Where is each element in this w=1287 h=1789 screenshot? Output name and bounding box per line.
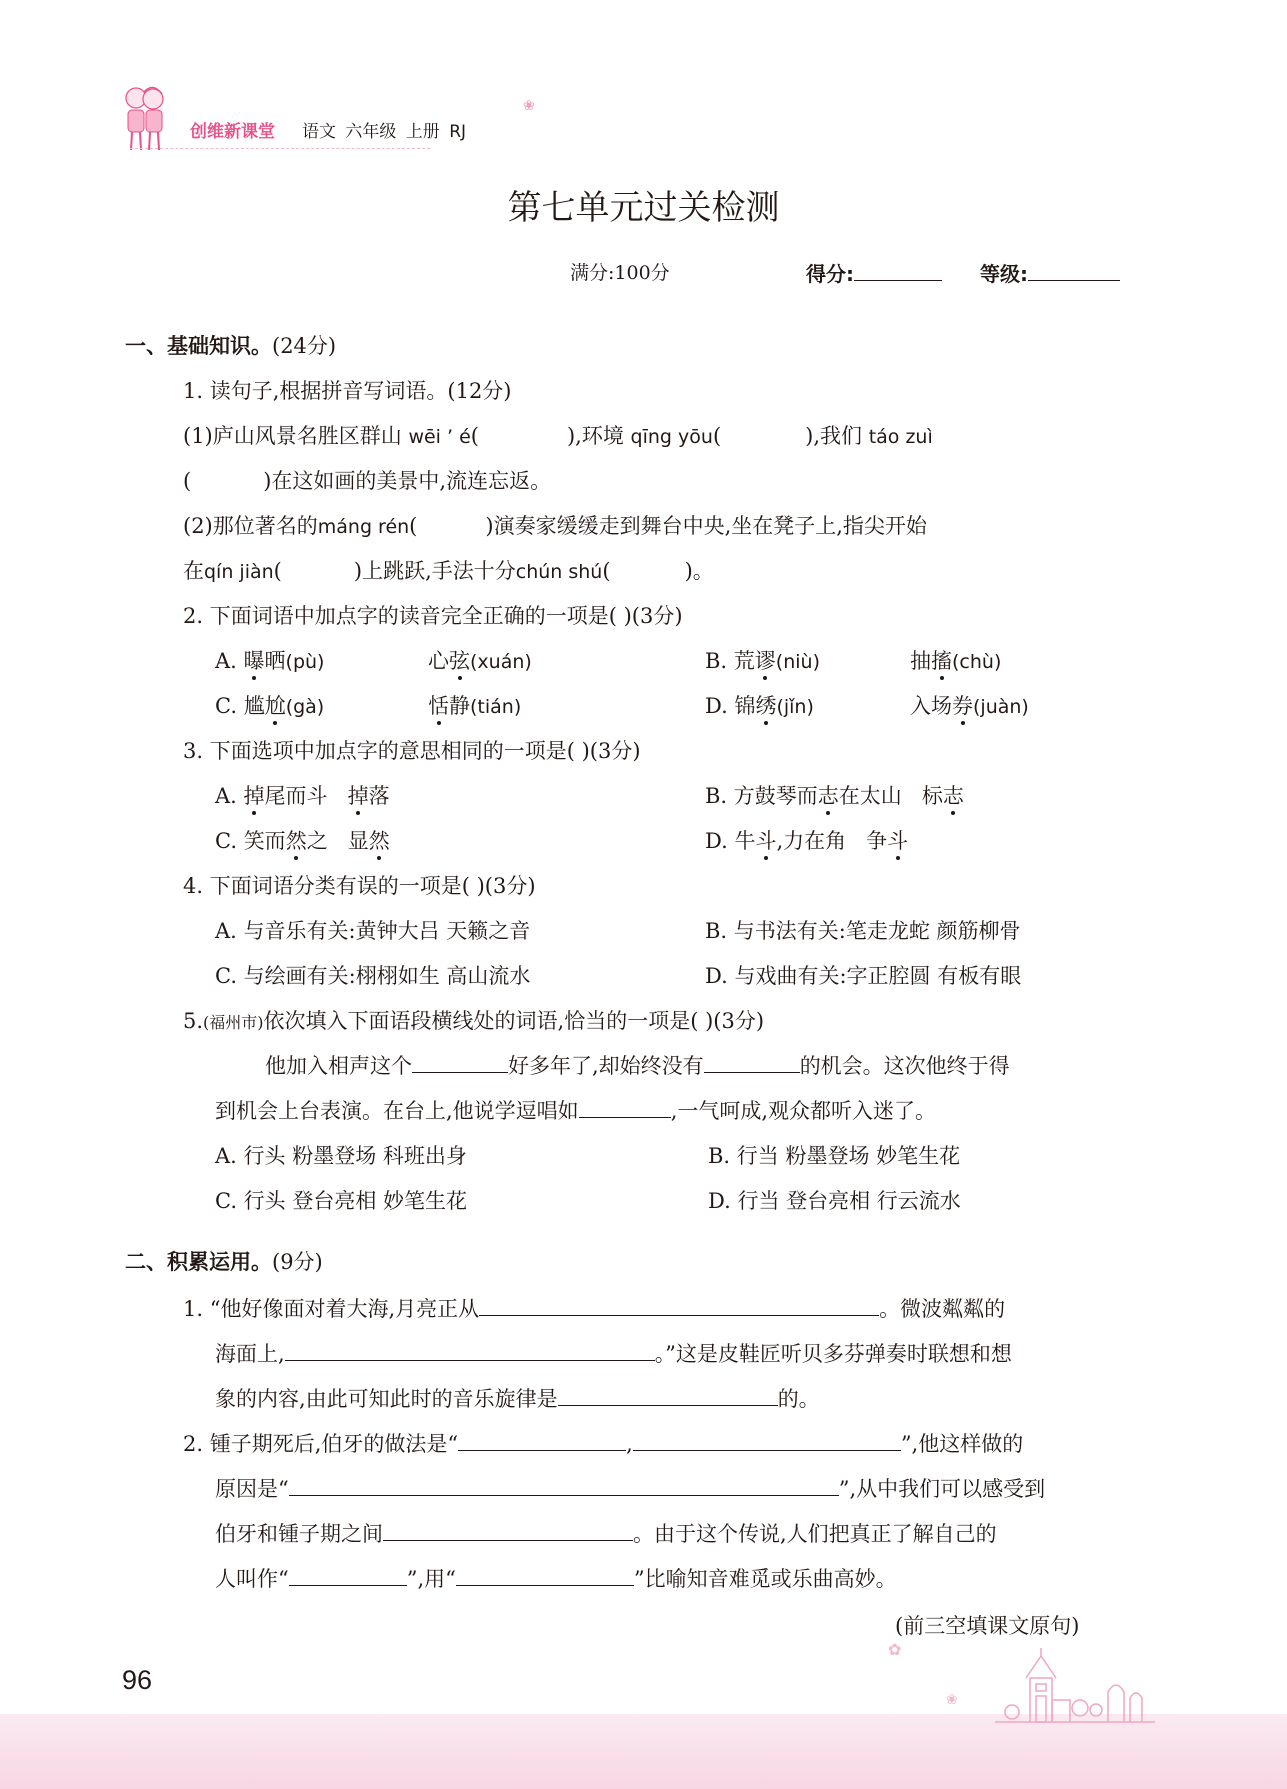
text: 到机会上台表演。在台上,他说学逗唱如	[215, 1099, 579, 1123]
dotted-char: 谬	[754, 649, 776, 673]
text: 的。	[777, 1387, 820, 1411]
question-stem	[183, 1005, 764, 1035]
option-a[interactable]: A. 与音乐有关:黄钟大吕 天籁之音	[215, 919, 531, 943]
pinyin: chún shú	[515, 561, 603, 583]
text: 原因是“	[215, 1477, 289, 1501]
text: 在太山	[838, 784, 902, 808]
text: 象的内容,由此可知此时的音乐旋律是	[215, 1387, 558, 1411]
text: 1. “他好像面对着大海,月亮正从	[183, 1297, 480, 1321]
section-heading	[125, 330, 336, 360]
text: ),环境	[566, 424, 624, 448]
text: 人叫作“	[215, 1567, 289, 1591]
question-line	[183, 420, 933, 450]
dotted-char: 志	[817, 784, 839, 808]
text: 伯牙和锺子期之间	[215, 1522, 383, 1546]
note: (前三空填课文原句)	[895, 1614, 1080, 1638]
text: 他加入相声这个	[265, 1054, 412, 1078]
question-line	[215, 1563, 897, 1593]
pinyin: (niù)	[775, 651, 820, 673]
page-number: 96	[122, 1665, 153, 1695]
section-points: (24分)	[272, 334, 337, 358]
option-label: A.	[215, 649, 237, 673]
text: 锦	[734, 694, 756, 718]
dotted-char: 然	[368, 829, 390, 853]
paren-open: (	[470, 424, 479, 448]
option-a[interactable]: A. 行头 粉墨登场 科班出身	[215, 1144, 467, 1168]
option-label: D.	[705, 829, 728, 853]
dotted-char: 然	[285, 829, 307, 853]
page-title: 第七单元过关检测	[507, 188, 780, 228]
paren-open: (	[183, 469, 192, 493]
dotted-char: 绣	[755, 694, 777, 718]
text: ”,他这样做的	[900, 1432, 1024, 1456]
section-points: (9分)	[272, 1250, 323, 1274]
option-label: A.	[215, 784, 237, 808]
dotted-char: 尬	[264, 694, 286, 718]
text: 2. 锺子期死后,伯牙的做法是“	[183, 1432, 459, 1456]
pinyin: (juàn)	[973, 696, 1029, 718]
full-score: 满分:100分	[570, 262, 670, 284]
passage-line	[215, 1095, 936, 1125]
question-line	[183, 465, 551, 495]
option-label: C.	[215, 694, 237, 718]
text: 心	[428, 649, 449, 673]
option-a[interactable]	[215, 780, 390, 810]
footer-band	[0, 1714, 1287, 1789]
option-c[interactable]	[215, 825, 390, 855]
option-d[interactable]	[705, 825, 908, 855]
text: (2)那位著名的	[183, 514, 318, 538]
question-line	[183, 510, 927, 540]
answer-blank[interactable]	[289, 1474, 839, 1496]
answer-blank[interactable]	[383, 1519, 633, 1541]
text: 之	[306, 829, 328, 853]
answer-blank[interactable]	[633, 1429, 901, 1451]
question-stem: 1. 读句子,根据拼音写词语。(12分)	[183, 379, 512, 403]
dotted-char: 斗	[755, 829, 777, 853]
question-line	[215, 1473, 1045, 1503]
text: ”,从中我们可以感受到	[838, 1477, 1046, 1501]
answer-blank[interactable]	[285, 1339, 655, 1361]
dotted-char: 曝	[243, 649, 265, 673]
section-heading	[125, 1246, 323, 1276]
text: )演奏家缓缓走到舞台中央,坐在凳子上,指尖开始	[485, 514, 927, 538]
grade-label: 等级:	[980, 262, 1028, 286]
text: 落	[368, 784, 390, 808]
castle-decoration-icon	[990, 1648, 1160, 1723]
option-a-word2	[428, 645, 532, 675]
text: 。由于这个传说,人们把真正了解自己的	[633, 1522, 997, 1546]
flower-decoration-icon: ✿	[888, 1640, 902, 1659]
region-tag: (福州市)	[203, 1013, 264, 1032]
option-d-word2	[910, 690, 1029, 720]
option-d[interactable]: D. 与戏曲有关:字正腔圆 有板有眼	[705, 964, 1022, 988]
text: ,一气呵成,观众都听入迷了。	[670, 1099, 937, 1123]
pinyin: táo zuì	[868, 426, 933, 448]
text: 。”这是皮鞋匠听贝多芬弹奏时联想和想	[654, 1342, 1012, 1366]
question-line	[215, 1383, 820, 1413]
dotted-char: 掉	[243, 784, 265, 808]
option-label: D.	[705, 694, 728, 718]
text: ,	[626, 1432, 633, 1456]
question-stem: 3. 下面选项中加点字的意思相同的一项是( )(3分)	[183, 739, 641, 763]
paren-open: (	[602, 559, 611, 583]
question-number: 5.	[183, 1009, 204, 1033]
dotted-char: 志	[942, 784, 964, 808]
question-line	[215, 1338, 1012, 1368]
dotted-char: 斗	[887, 829, 909, 853]
option-b[interactable]	[705, 645, 820, 675]
dotted-char: 掉	[347, 784, 369, 808]
question-stem: 2. 下面词语中加点字的读音完全正确的一项是( )(3分)	[183, 604, 683, 628]
text: ”比喻知音难觅或乐曲高妙。	[633, 1567, 897, 1591]
text: 入场	[910, 694, 952, 718]
brand-name: 创维新课堂	[190, 122, 275, 142]
text: 海面上,	[215, 1342, 285, 1366]
paren-open: (	[712, 424, 722, 448]
option-label: C.	[215, 829, 237, 853]
pinyin: (pù)	[285, 651, 325, 673]
text: 荒	[733, 649, 755, 673]
flower-decoration-icon: ❀	[523, 98, 535, 114]
text: 显	[347, 829, 369, 853]
pinyin: (jǐn)	[776, 696, 814, 718]
pinyin: qín jiàn	[204, 561, 274, 583]
answer-blank[interactable]	[704, 1051, 800, 1073]
option-b-word2	[910, 645, 1001, 675]
option-label: B.	[705, 649, 728, 673]
text: 好多年了,却始终没有	[508, 1054, 704, 1078]
option-a[interactable]	[215, 645, 324, 675]
text: 抽	[910, 649, 931, 673]
question-stem: 4. 下面词语分类有误的一项是( )(3分)	[183, 874, 536, 898]
cartoon-kids-logo	[120, 82, 168, 154]
option-b[interactable]: B. 行当 粉墨登场 妙笔生花	[708, 1144, 961, 1168]
dotted-char: 弦	[449, 649, 470, 673]
option-c-word2	[428, 690, 521, 720]
text: 笑而	[243, 829, 286, 853]
text: 方鼓琴而	[733, 784, 818, 808]
answer-blank[interactable]	[579, 1096, 671, 1118]
grade-field	[980, 258, 1120, 287]
text: (1)庐山风景名胜区群山	[183, 424, 402, 448]
option-b[interactable]: B. 与书法有关:笔走龙蛇 颜筋柳骨	[705, 919, 1021, 943]
text: ”,用“	[406, 1567, 456, 1591]
paren-open: (	[409, 514, 418, 538]
pinyin: wēi ’ é	[408, 426, 471, 448]
text: 静	[449, 694, 470, 718]
book-info: 语文 六年级 上册 RJ	[302, 122, 467, 142]
score-field	[806, 258, 942, 287]
option-c[interactable]: C. 行头 登台亮相 妙笔生花	[215, 1189, 468, 1213]
answer-blank[interactable]	[558, 1384, 778, 1406]
text: 晒	[264, 649, 286, 673]
answer-blank[interactable]	[289, 1564, 407, 1586]
option-d[interactable]: D. 行当 登台亮相 行云流水	[708, 1189, 961, 1213]
answer-blank[interactable]	[479, 1294, 879, 1316]
answer-blank[interactable]	[458, 1429, 626, 1451]
option-c[interactable]	[215, 690, 324, 720]
text: ),我们	[805, 424, 863, 448]
pinyin: qīng yōu	[630, 426, 713, 448]
text: 依次填入下面语段横线处的词语,恰当的一项是( )(3分)	[263, 1009, 765, 1033]
option-c[interactable]: C. 与绘画有关:栩栩如生 高山流水	[215, 964, 531, 988]
option-d[interactable]	[705, 690, 814, 720]
question-line	[183, 1428, 1023, 1458]
text: )上跳跃,手法十分	[353, 559, 516, 583]
flower-decoration-icon: ❀	[946, 1692, 958, 1708]
text: 的机会。这次他终于得	[799, 1054, 1010, 1078]
text: 尾而斗	[264, 784, 328, 808]
dotted-char: 恬	[428, 694, 449, 718]
score-blank[interactable]	[854, 261, 942, 281]
option-b[interactable]	[705, 780, 964, 810]
pinyin: (tián)	[470, 696, 522, 718]
option-label: B.	[705, 784, 728, 808]
dotted-char: 搐	[931, 649, 952, 673]
header-divider	[130, 148, 430, 149]
pinyin: máng rén	[317, 516, 410, 538]
text: 牛	[734, 829, 756, 853]
question-line	[215, 1518, 997, 1548]
text: )在这如画的美景中,流连忘返。	[263, 469, 552, 493]
text: 尴	[243, 694, 265, 718]
score-label: 得分:	[806, 262, 854, 286]
passage-line	[265, 1050, 1010, 1080]
section-title: 一、基础知识。	[125, 334, 272, 358]
pinyin: (chù)	[952, 651, 1002, 673]
text: 。微波粼粼的	[879, 1297, 1006, 1321]
text: 在	[183, 559, 204, 583]
answer-blank[interactable]	[456, 1564, 634, 1586]
text: )。	[684, 559, 714, 583]
dotted-char: 券	[952, 694, 973, 718]
text: 标	[921, 784, 943, 808]
text: ,力在角	[776, 829, 847, 853]
paren-open: (	[273, 559, 282, 583]
question-line	[183, 1293, 1005, 1323]
text: 争	[866, 829, 888, 853]
pinyin: (gà)	[285, 696, 325, 718]
answer-blank[interactable]	[412, 1051, 508, 1073]
pinyin: (xuán)	[470, 651, 532, 673]
section-title: 二、积累运用。	[125, 1250, 272, 1274]
grade-blank[interactable]	[1028, 261, 1120, 281]
question-line	[183, 555, 714, 585]
